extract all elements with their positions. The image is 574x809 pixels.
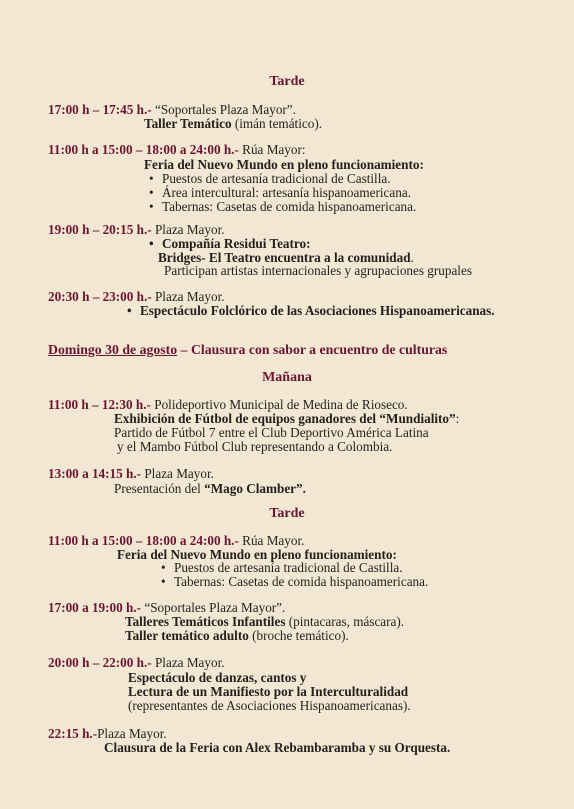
event-title: Feria del Nuevo Mundo en pleno funcionamiento:: [117, 547, 397, 562]
section-heading-manana: Mañana: [262, 370, 312, 385]
event-detail: Bridges- El Teatro encuentra a la comunidad.: [158, 250, 414, 265]
event-line: [48, 142, 306, 157]
event-time: 17:00 h – 17:45 h.-: [48, 102, 152, 117]
event-place: “Soportales Plaza Mayor”.: [154, 102, 296, 117]
event-detail: Taller Temático (imán temático).: [144, 116, 323, 131]
list-item: • Puestos de artesanía tradicional de Castilla.: [149, 171, 391, 186]
event-place: Plaza Mayor.: [154, 655, 225, 670]
event-place: Rúa Mayor.: [242, 533, 305, 548]
event-place: Polideportivo Municipal de Medina de Rioseco.: [154, 397, 408, 412]
event-detail: (representantes de Asociaciones Hispanoamericanas).: [128, 698, 411, 713]
event-place: “Soportales Plaza Mayor”.: [144, 600, 286, 615]
list-item: • Compañía Residui Teatro:: [149, 236, 311, 251]
event-time: 13:00 a 14:15 h.-: [48, 466, 142, 481]
event-place: Plaza Mayor.: [97, 726, 167, 741]
list-item: • Tabernas: Casetas de comida hispanoamericana.: [149, 199, 416, 214]
event-line: [48, 600, 285, 615]
event-line: [48, 289, 225, 304]
list-item: • Área intercultural: artesanía hispanoamericana.: [149, 185, 411, 200]
event-place: Plaza Mayor.: [154, 289, 225, 304]
event-line: [48, 533, 304, 548]
event-detail: Participan artistas internacionales y agrupaciones grupales: [164, 263, 472, 278]
list-item: • Espectáculo Folclórico de las Asociaciones Hispanoamericanas.: [127, 303, 495, 318]
event-time: 17:00 a 19:00 h.-: [48, 600, 142, 615]
event-line: [48, 655, 225, 670]
section-heading-tarde: Tarde: [269, 74, 305, 89]
event-time: 11:00 h a 15:00 – 18:00 a 24:00 h.-: [48, 533, 239, 548]
event-line: [48, 222, 225, 237]
event-detail: Partido de Fútbol 7 entre el Club Deportivo América Latina: [114, 425, 429, 440]
event-time: 20:30 h – 23:00 h.-: [48, 289, 152, 304]
list-item: • Puestos de artesanía tradicional de Castilla.: [161, 560, 403, 575]
event-line: [48, 726, 167, 741]
event-detail: Lectura de un Manifiesto por la Interculturalidad: [128, 684, 409, 699]
event-line: [48, 102, 296, 117]
section-heading-tarde: Tarde: [269, 506, 305, 521]
event-detail: Taller temático adulto (broche temático).: [125, 628, 349, 643]
event-detail: Exhibición de Fútbol de equipos ganadores del “Mundialito”:: [114, 411, 460, 426]
list-item: • Tabernas: Casetas de comida hispanoamericana.: [161, 574, 428, 589]
event-place: Plaza Mayor.: [154, 222, 225, 237]
event-title: Feria del Nuevo Mundo en pleno funcionamiento:: [144, 157, 424, 172]
event-place: Rúa Mayor:: [242, 142, 306, 157]
event-line: [48, 397, 408, 412]
event-detail: Presentación del “Mago Clamber”.: [114, 481, 306, 496]
event-time: 22:15 h.-: [48, 726, 98, 741]
event-place: Plaza Mayor.: [144, 466, 214, 481]
event-detail: Talleres Temáticos Infantiles (pintacaras, máscara).: [125, 614, 405, 629]
event-time: 19:00 h – 20:15 h.-: [48, 222, 152, 237]
event-detail: y el Mambo Fútbol Club representando a Colombia.: [117, 439, 393, 454]
event-detail: Clausura de la Feria con Alex Rebambaramba y su Orquesta.: [104, 740, 451, 755]
event-time: 20:00 h – 22:00 h.-: [48, 655, 152, 670]
event-time: 11:00 h a 15:00 – 18:00 a 24:00 h.-: [48, 142, 239, 157]
event-line: [48, 466, 214, 481]
event-time: 11:00 h – 12:30 h.-: [48, 397, 151, 412]
event-detail: Espectáculo de danzas, cantos y: [128, 670, 307, 685]
day-heading: Domingo 30 de agosto – Clausura con sabor a encuentro de culturas: [48, 342, 448, 357]
